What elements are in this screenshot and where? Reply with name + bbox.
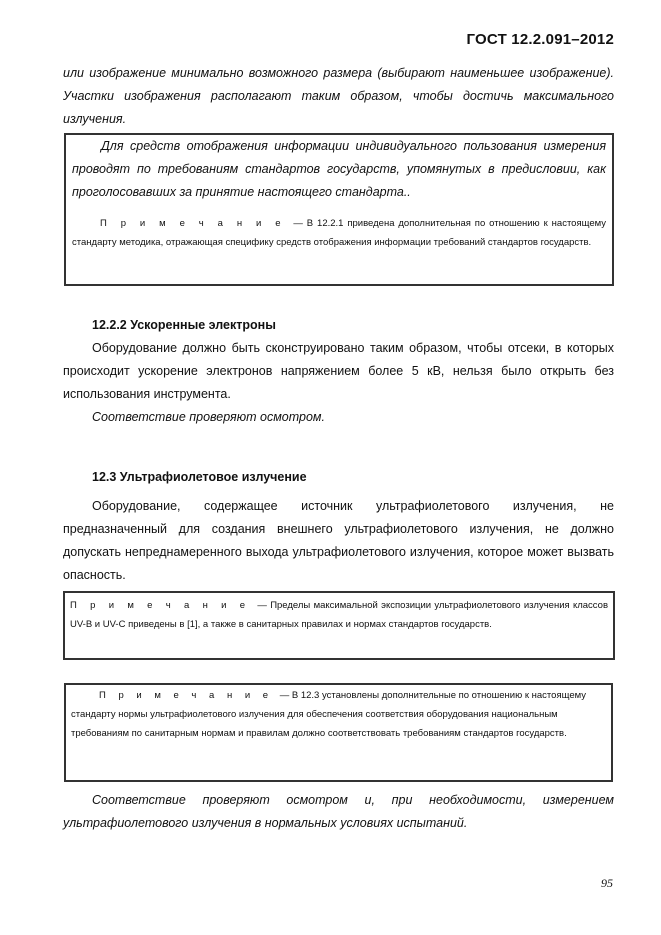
uv-additional-note bbox=[71, 686, 606, 743]
note-text: — В 12.3 установлены дополнительные по отношению к настоящему стандарту нормы ультрафиолетового излучения для обеспечения соответствия оборудования национальным требованиям по санитарным нормам и правилам должно соответствовать требованиям стандартов государств. bbox=[71, 690, 586, 739]
box-uv-additional-note bbox=[64, 683, 613, 782]
final-compliance: Соответствие проверяют осмотром и, при необходимости, измерением ультрафиолетового излучения в нормальных условиях испытаний. bbox=[63, 793, 614, 830]
note-label: П р и м е ч а н и е bbox=[70, 600, 251, 611]
electrons-compliance: Соответствие проверяют осмотром. bbox=[92, 410, 325, 424]
uv-paragraph: Оборудование, содержащее источник ультрафиолетового излучения, не предназначенный для создания внешнего ультрафиолетового излучения, не должно допускать непреднамеренного выхода ультрафиолетового излучения, которое может вызвать опасность. bbox=[63, 499, 614, 582]
intro-paragraph: или изображение минимально возможного размера (выбирают наименьшее изображение). Участки изображения располагают таким образом, чтобы достичь максимального излучения. bbox=[63, 66, 614, 126]
page-number: 95 bbox=[601, 876, 613, 890]
standard-header: ГОСТ 12.2.091–2012 bbox=[466, 31, 614, 48]
note-text: — В 12.2.1 приведена дополнительная по отношению к настоящему стандарту методика, отражающая специфику средств отображения информации требований стандартов государств. bbox=[72, 218, 606, 248]
box-display-text: Для средств отображения информации индивидуального пользования измерения проводят по требованиям стандартов государств, упомянутых в предисловии, как проголосовавших за принятие настоящего стандарта.. bbox=[72, 139, 606, 199]
box-display-measurement bbox=[64, 133, 614, 286]
note-label: П р и м е ч а н и е bbox=[100, 218, 286, 229]
section-heading-uv: 12.3 Ультрафиолетовое излучение bbox=[92, 470, 307, 484]
section-heading-electrons: 12.2.2 Ускоренные электроны bbox=[92, 318, 276, 332]
note-text: — Пределы максимальной экспозиции ультрафиолетового излучения классов UV-B и UV-C приведены в [1], а также в санитарных правилах и нормах стандартов государств. bbox=[70, 600, 608, 630]
box-display-note bbox=[72, 214, 606, 252]
box-uv-exposure-note bbox=[63, 591, 615, 660]
uv-exposure-note bbox=[70, 596, 608, 634]
electrons-paragraph: Оборудование должно быть сконструировано таким образом, чтобы отсеки, в которых происходит ускорение электронов напряжением более 5 кВ, нельзя было открыть без использования инструмента. bbox=[63, 341, 614, 401]
note-label: П р и м е ч а н и е bbox=[99, 690, 274, 701]
